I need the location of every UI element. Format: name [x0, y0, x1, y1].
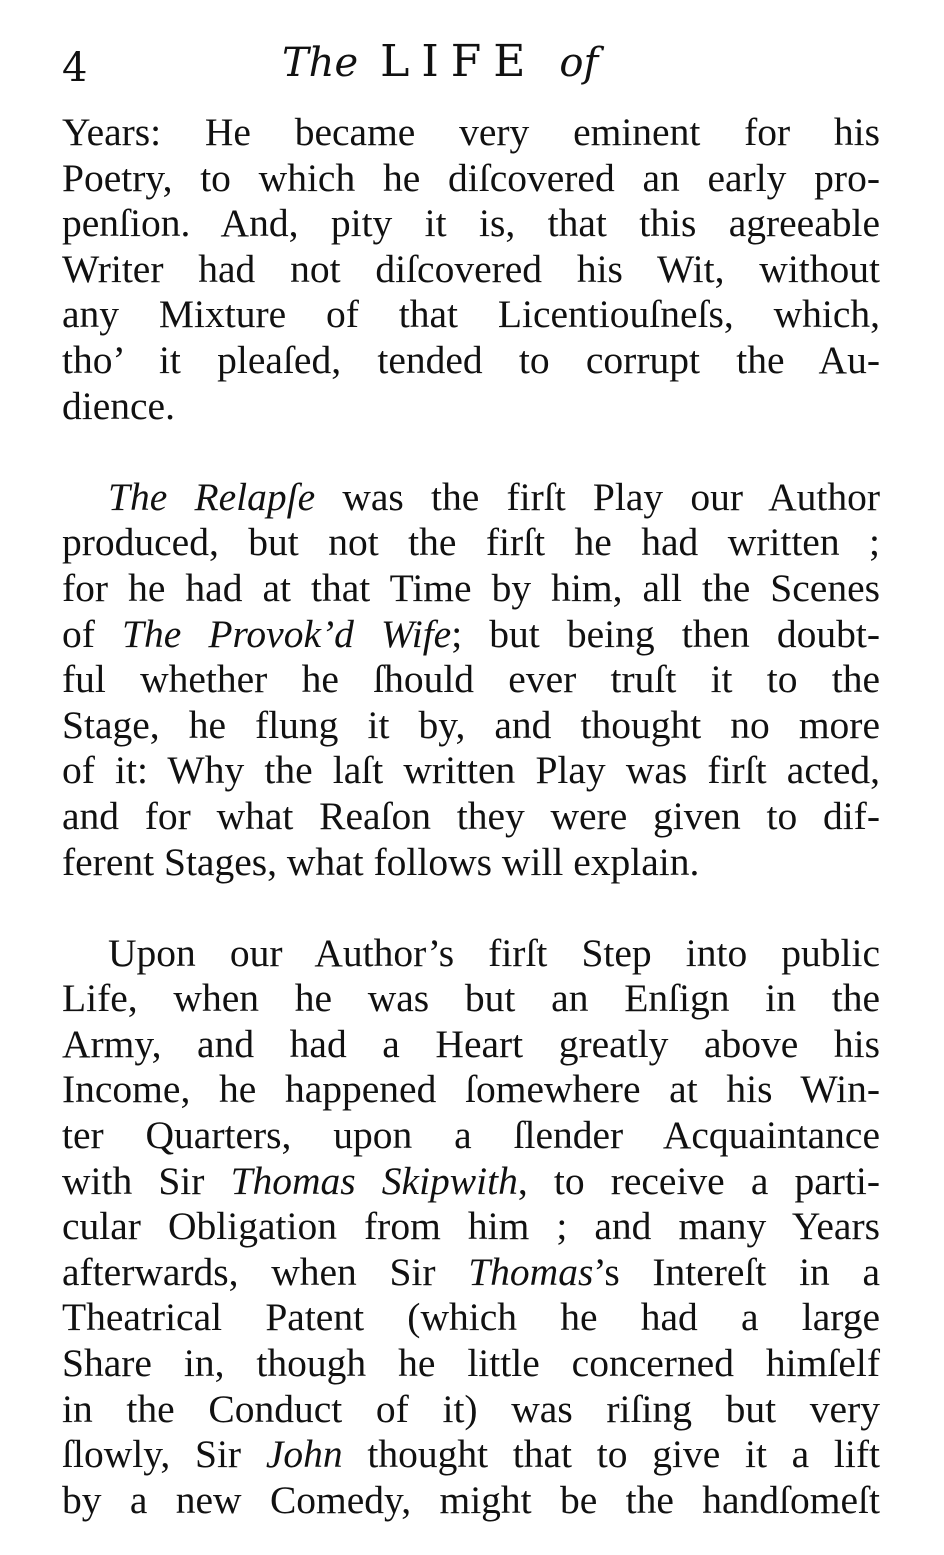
line-rest: , to receive a parti- — [517, 1158, 880, 1203]
text-line: Army, and had a Heart greatly above his — [62, 1021, 880, 1066]
paragraph-gap — [62, 429, 880, 475]
text-line: and for what Reaſon they were given to dif- — [62, 793, 880, 838]
line-rest: was the firſt Play our Author — [315, 474, 880, 519]
line-pre: ſlowly, Sir — [62, 1432, 266, 1477]
running-title-prefix: The — [282, 40, 359, 86]
text-line: produced, but not the firſt he had written ; — [62, 520, 880, 565]
text-line — [62, 1250, 880, 1296]
paragraph-2 — [62, 475, 880, 885]
text-line: Upon our Author’s firſt Step into public — [108, 930, 880, 975]
text-line — [62, 1159, 880, 1205]
text-line: Income, he happened ſomewhere at his Win- — [62, 1067, 880, 1112]
text-line: for he had at that Time by him, all the Scenes — [62, 565, 880, 610]
paragraph-3 — [62, 931, 880, 1524]
line-pre: with Sir — [62, 1158, 231, 1203]
body-text — [62, 110, 880, 1523]
line-rest: thought that to give it a lift — [342, 1432, 880, 1477]
text-line: by a new Comedy, might be the handſomeſt — [62, 1477, 880, 1522]
text-line: Poetry, to which he diſcovered an early pro- — [62, 155, 880, 200]
italic-name: Thomas — [468, 1249, 594, 1294]
text-line: Theatrical Patent (which he had a large — [62, 1295, 880, 1340]
line-rest: ; but being then doubt- — [451, 611, 880, 656]
text-line: cular Obligation from him ; and many Years — [62, 1204, 880, 1249]
paragraph-1 — [62, 110, 880, 429]
text-line — [62, 475, 880, 521]
line-pre: afterwards, when Sir — [62, 1249, 469, 1294]
text-line: Stage, he flung it by, and thought no more — [62, 702, 880, 747]
text-line: in the Conduct of it) was riſing but very — [62, 1386, 880, 1431]
text-line: ferent Stages, what follows will explain. — [62, 839, 700, 884]
text-line: Years: He became very eminent for his — [62, 110, 880, 154]
page-header — [62, 34, 884, 94]
italic-name: Thomas Skipwith — [230, 1158, 518, 1203]
running-title — [282, 34, 598, 91]
text-line — [62, 612, 880, 658]
text-line: dience. — [62, 383, 175, 428]
text-line: Life, when he was but an Enſign in the — [62, 976, 880, 1021]
text-line: any Mixture of that Licentiouſneſs, which, — [62, 292, 880, 337]
text-line: Share in, though he little concerned himſelf — [62, 1341, 880, 1386]
text-line: of it: Why the laſt written Play was firſt acted, — [62, 748, 880, 793]
running-title-main: LIFE — [380, 36, 538, 87]
paragraph-gap — [62, 885, 880, 931]
text-line: Writer had not diſcovered his Wit, without — [62, 246, 880, 291]
italic-title: The Relapſe — [108, 474, 316, 519]
text-line: ful whether he ſhould ever truſt it to the — [62, 657, 880, 702]
line-pre: of — [62, 611, 123, 656]
line-rest: ’s Intereſt in a — [593, 1249, 880, 1294]
text-line: tho’ it pleaſed, tended to corrupt the Au- — [62, 337, 880, 382]
italic-title: The Provok’d Wife — [122, 611, 452, 656]
text-line: ter Quarters, upon a ſlender Acquaintance — [62, 1113, 880, 1158]
italic-name: John — [265, 1432, 343, 1477]
text-line: penſion. And, pity it is, that this agreeable — [62, 201, 880, 246]
page-number: 4 — [62, 45, 88, 91]
running-title-suffix: of — [559, 40, 599, 86]
text-line — [62, 1432, 880, 1478]
